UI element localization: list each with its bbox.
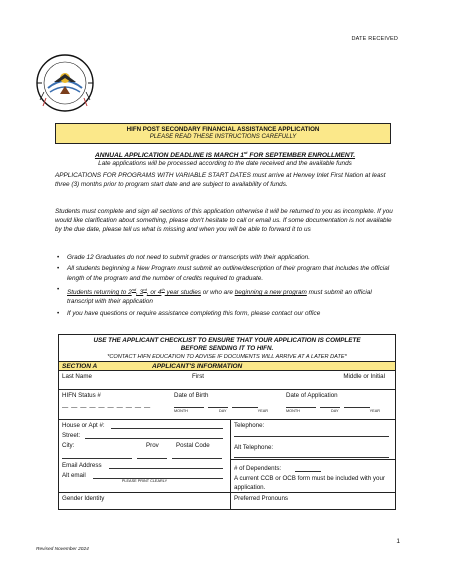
title-box <box>55 123 391 144</box>
print-clearly-note: PLEASE PRINT CLEARLY <box>121 479 168 483</box>
deadline-notice <box>0 150 450 159</box>
month-label: MONTH <box>286 409 300 413</box>
dob-sublabels <box>174 409 280 413</box>
list-item <box>55 285 395 307</box>
checklist-sub: *CONTACT HIFN EDUCATION TO ADVISE IF DOCUMENTS WILL ARRIVE AT A LATER DATE* <box>107 354 347 360</box>
applicant-form <box>58 334 396 510</box>
list-item: • If you have questions or require assistance completing this form, please contact our office <box>55 309 395 318</box>
gender-identity-field[interactable]: Gender Identity <box>59 493 231 509</box>
status-date-row <box>59 390 395 420</box>
doa-lines <box>286 407 392 408</box>
form-title: HIFN POST SECONDARY FINANCIAL ASSISTANCE APPLICATION <box>126 126 320 133</box>
house-label: House or Apt #: <box>62 421 105 429</box>
hifn-status-field[interactable] <box>59 390 171 419</box>
address-column <box>59 420 231 492</box>
address-contact-block <box>59 420 395 493</box>
date-of-application-field[interactable] <box>283 390 395 419</box>
completion-paragraph: Students must complete and sign all sections of this application otherwise it will be returned to you as incomplete. If you would like clarification about something, please don't hesitate to call or email us. If some documentation is not available by the due date, please tell us what is missing and when you will be able to forward it to us <box>55 208 393 233</box>
street-field[interactable] <box>59 430 230 440</box>
hifn-status-label: HIFN Status # <box>62 392 101 399</box>
section-label: SECTION A <box>62 363 98 370</box>
telephone-label: Telephone: <box>234 421 265 429</box>
list-item: • All students beginning a New Program must submit an outline/description of their program that includes the official length of the program and the number of credits required to graduate. <box>55 264 395 283</box>
form-subtitle: PLEASE READ THESE INSTRUCTIONS CAREFULLY <box>149 134 297 140</box>
list-text: must submit an official transcript with their application <box>67 289 372 306</box>
status-dashes: — — — — — — — — — — <box>62 404 151 411</box>
checklist-line2: BEFORE SENDING IT TO HIFN. <box>180 345 274 352</box>
first-name-field[interactable]: First <box>192 373 205 380</box>
city-prov-postal-labels <box>59 440 230 450</box>
list-sup: nd <box>131 286 137 292</box>
list-item: • Grade 12 Graduates do not need to submit grades or transcripts with their application. <box>55 253 395 262</box>
list-text: Students returning to 2 <box>67 289 132 297</box>
list-text: beginning a new program <box>234 289 307 297</box>
day-label: DAY <box>219 409 227 413</box>
list-text: , or 4 <box>146 289 162 297</box>
late-note: Late applications will be processed according to the date received and the available funds <box>98 160 352 167</box>
postal-code-label: Postal Code <box>176 441 210 449</box>
email-label: Email Address <box>62 461 102 469</box>
last-name-field[interactable]: Last Name <box>62 373 92 380</box>
deadline-text: ANNUAL APPLICATION DEADLINE IS MARCH 1 <box>94 152 244 160</box>
alt-email-label: Alt email <box>62 471 86 479</box>
street-label: Street: <box>62 431 81 439</box>
page-number: 1 <box>396 538 400 545</box>
alt-telephone-line[interactable] <box>231 452 395 460</box>
instruction-list <box>55 253 395 320</box>
dob-lines <box>174 407 280 408</box>
hifn-logo <box>34 52 96 114</box>
gender-row <box>59 493 395 509</box>
dependents-field[interactable] <box>231 463 395 473</box>
list-text: or who are <box>200 289 235 297</box>
middle-name-field[interactable]: Middle or Initial <box>343 373 385 380</box>
doa-sublabels <box>286 409 392 413</box>
deadline-sup: st <box>243 150 248 155</box>
ccb-note: A current CCB or OCB form must be included with your application. <box>234 475 385 491</box>
telephone-line[interactable] <box>231 430 395 438</box>
section-title: APPLICANT'S INFORMATION <box>152 363 243 370</box>
year-label: YEAR <box>257 409 268 413</box>
checklist-notice <box>59 335 395 361</box>
doa-label: Date of Application <box>286 392 338 399</box>
dob-label: Date of Birth <box>174 392 209 399</box>
variable-start-paragraph: APPLICATIONS FOR PROGRAMS WITH VARIABLE START DATES must arrive at Henvey Inlet First Nation at least three (3) months prior to program start date and are subject to availability of funds. <box>55 172 386 188</box>
alt-email-field[interactable] <box>59 470 230 480</box>
email-field[interactable] <box>59 460 230 470</box>
dependents-label: # of Dependents: <box>234 464 282 472</box>
section-a-header <box>59 361 395 371</box>
prov-label: Prov <box>146 441 159 449</box>
checklist-line1: USE THE APPLICANT CHECKLIST TO ENSURE THAT YOUR APPLICATION IS COMPLETE <box>93 337 361 344</box>
day-label: DAY <box>331 409 339 413</box>
name-row <box>59 371 395 390</box>
list-text: , 3 <box>136 289 144 297</box>
contact-column <box>231 420 395 492</box>
month-label: MONTH <box>174 409 188 413</box>
house-field[interactable] <box>59 420 230 430</box>
list-sup: rd <box>143 286 147 292</box>
date-of-birth-field[interactable] <box>171 390 283 419</box>
preferred-pronouns-field[interactable]: Preferred Pronouns <box>234 495 288 502</box>
list-sup: th <box>161 286 165 292</box>
city-label: City: <box>62 441 75 449</box>
alt-telephone-field[interactable] <box>231 442 395 452</box>
list-text: year studies <box>164 289 201 297</box>
date-received-label: DATE RECEIVED <box>351 36 398 42</box>
deadline-text-end: FOR SEPTEMBER ENROLLMENT. <box>247 152 356 160</box>
year-label: YEAR <box>369 409 380 413</box>
alt-telephone-label: Alt Telephone: <box>234 443 274 451</box>
telephone-field[interactable] <box>231 420 395 430</box>
city-prov-postal-field[interactable] <box>59 450 230 460</box>
revised-date: Revised November 2024 <box>36 547 89 552</box>
